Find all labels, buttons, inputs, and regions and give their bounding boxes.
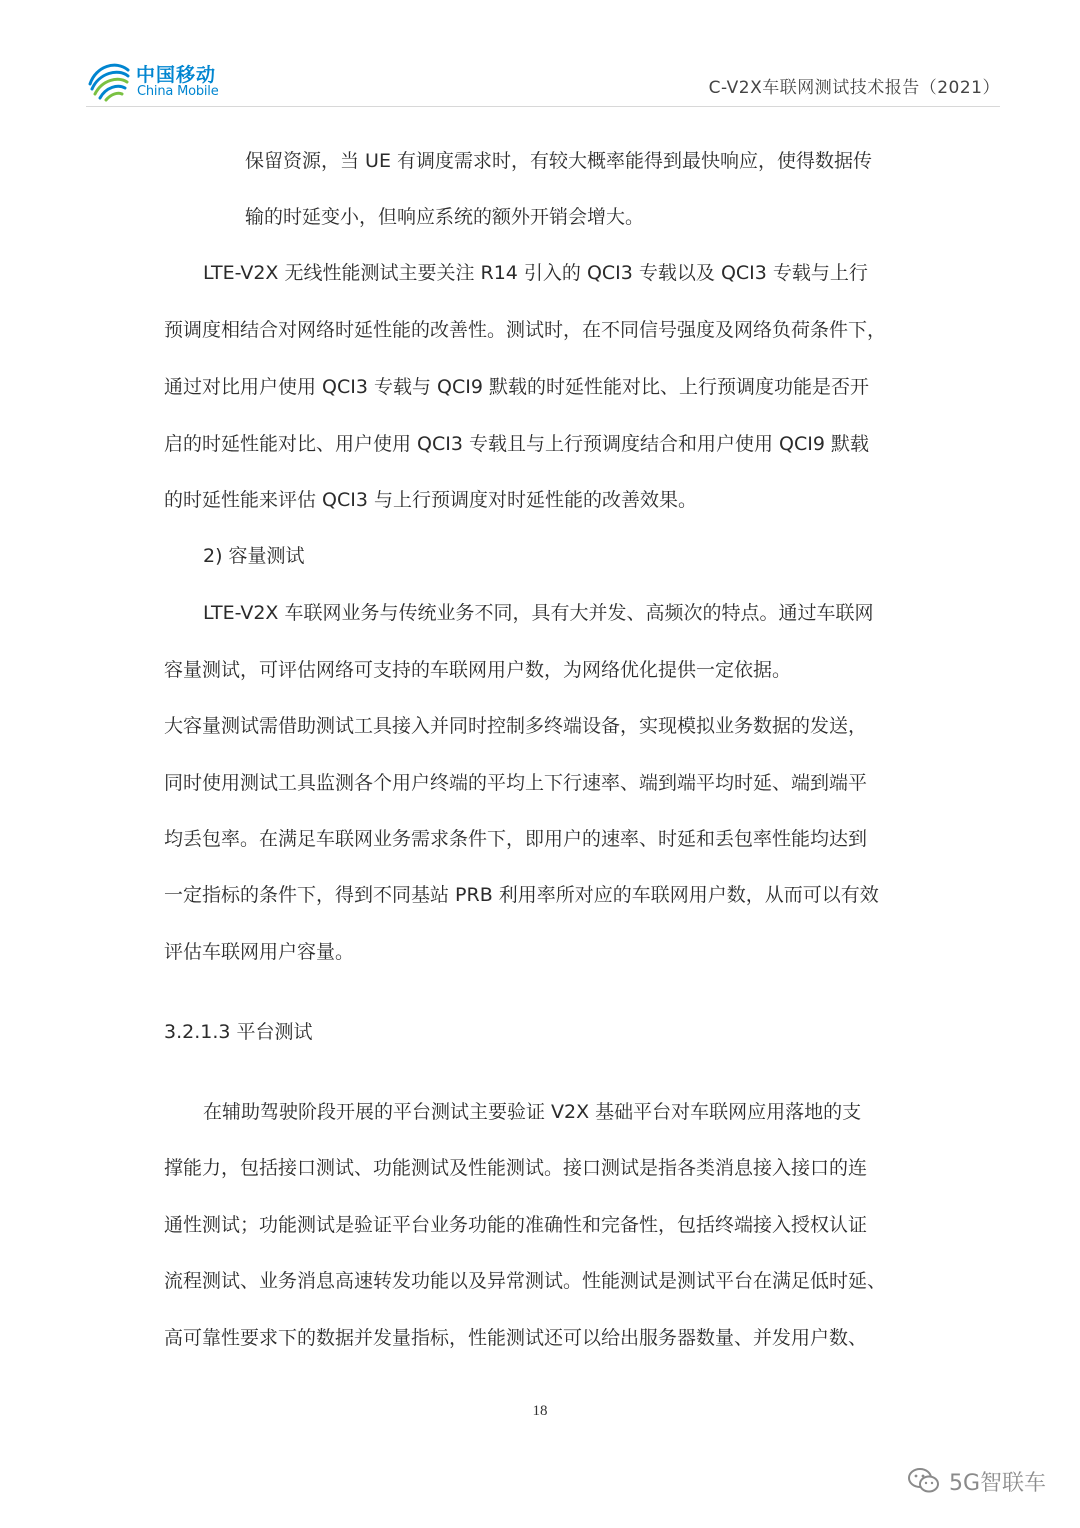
- logo-chinese-text: 中国移动: [136, 64, 217, 86]
- body-text-line: 的时延性能来评估 QCI3 与上行预调度对时延性能的改善效果。: [164, 489, 697, 511]
- body-text-line: 高可靠性要求下的数据并发量指标，性能测试还可以给出服务器数量、并发用户数、: [164, 1327, 868, 1349]
- body-text-line: 评估车联网用户容量。: [164, 941, 355, 963]
- watermark: [907, 1463, 1046, 1499]
- subsection-heading: 2) 容量测试: [203, 545, 305, 567]
- body-text-line: 启的时延性能对比、用户使用 QCI3 专载且与上行预调度结合和用户使用 QCI9 默载: [164, 433, 869, 455]
- body-text-line: 保留资源，当 UE 有调度需求时，有较大概率能得到最快响应，使得数据传: [245, 150, 872, 172]
- logo-english-text: China Mobile: [137, 84, 219, 99]
- body-text-line: 预调度相结合对网络时延性能的改善性。测试时，在不同信号强度及网络负荷条件下，: [164, 319, 887, 341]
- section-heading: 3.2.1.3 平台测试: [164, 1021, 313, 1043]
- body-text-line: 通性测试；功能测试是验证平台业务功能的准确性和完备性，包括终端接入授权认证: [164, 1214, 868, 1236]
- china-mobile-logo-icon: [86, 56, 132, 102]
- body-text-line: 一定指标的条件下，得到不同基站 PRB 利用率所对应的车联网用户数，从而可以有效: [164, 884, 879, 906]
- body-text-line: 均丢包率。在满足车联网业务需求条件下，即用户的速率、时延和丢包率性能均达到: [164, 828, 868, 850]
- body-text-line: 在辅助驾驶阶段开展的平台测试主要验证 V2X 基础平台对车联网应用落地的支: [203, 1101, 862, 1123]
- watermark-text: 5G智联车: [948, 1470, 1046, 1496]
- china-mobile-logo: [86, 56, 246, 108]
- body-text-line: 同时使用测试工具监测各个用户终端的平均上下行速率、端到端平均时延、端到端平: [164, 772, 868, 794]
- page-number: 18: [532, 1403, 548, 1419]
- body-text-line: LTE-V2X 无线性能测试主要关注 R14 引入的 QCI3 专载以及 QCI3 专载与上行: [203, 262, 868, 284]
- body-text-line: 通过对比用户使用 QCI3 专载与 QCI9 默载的时延性能对比、上行预调度功能是否开: [164, 376, 869, 398]
- body-text-line: LTE-V2X 车联网业务与传统业务不同，具有大并发、高频次的特点。通过车联网: [203, 602, 874, 624]
- body-text-line: 撑能力，包括接口测试、功能测试及性能测试。接口测试是指各类消息接入接口的连: [164, 1157, 868, 1179]
- wechat-icon: [907, 1467, 941, 1495]
- header-divider: [86, 106, 1000, 107]
- body-text-line: 输的时延变小，但响应系统的额外开销会增大。: [245, 206, 645, 228]
- body-text-line: 流程测试、业务消息高速转发功能以及异常测试。性能测试是测试平台在满足低时延、: [164, 1270, 887, 1292]
- body-text-line: 容量测试，可评估网络可支持的车联网用户数，为网络优化提供一定依据。: [164, 659, 792, 681]
- body-text-line: 大容量测试需借助测试工具接入并同时控制多终端设备，实现模拟业务数据的发送，: [164, 715, 868, 737]
- report-title: C-V2X车联网测试技术报告（2021）: [708, 78, 1000, 98]
